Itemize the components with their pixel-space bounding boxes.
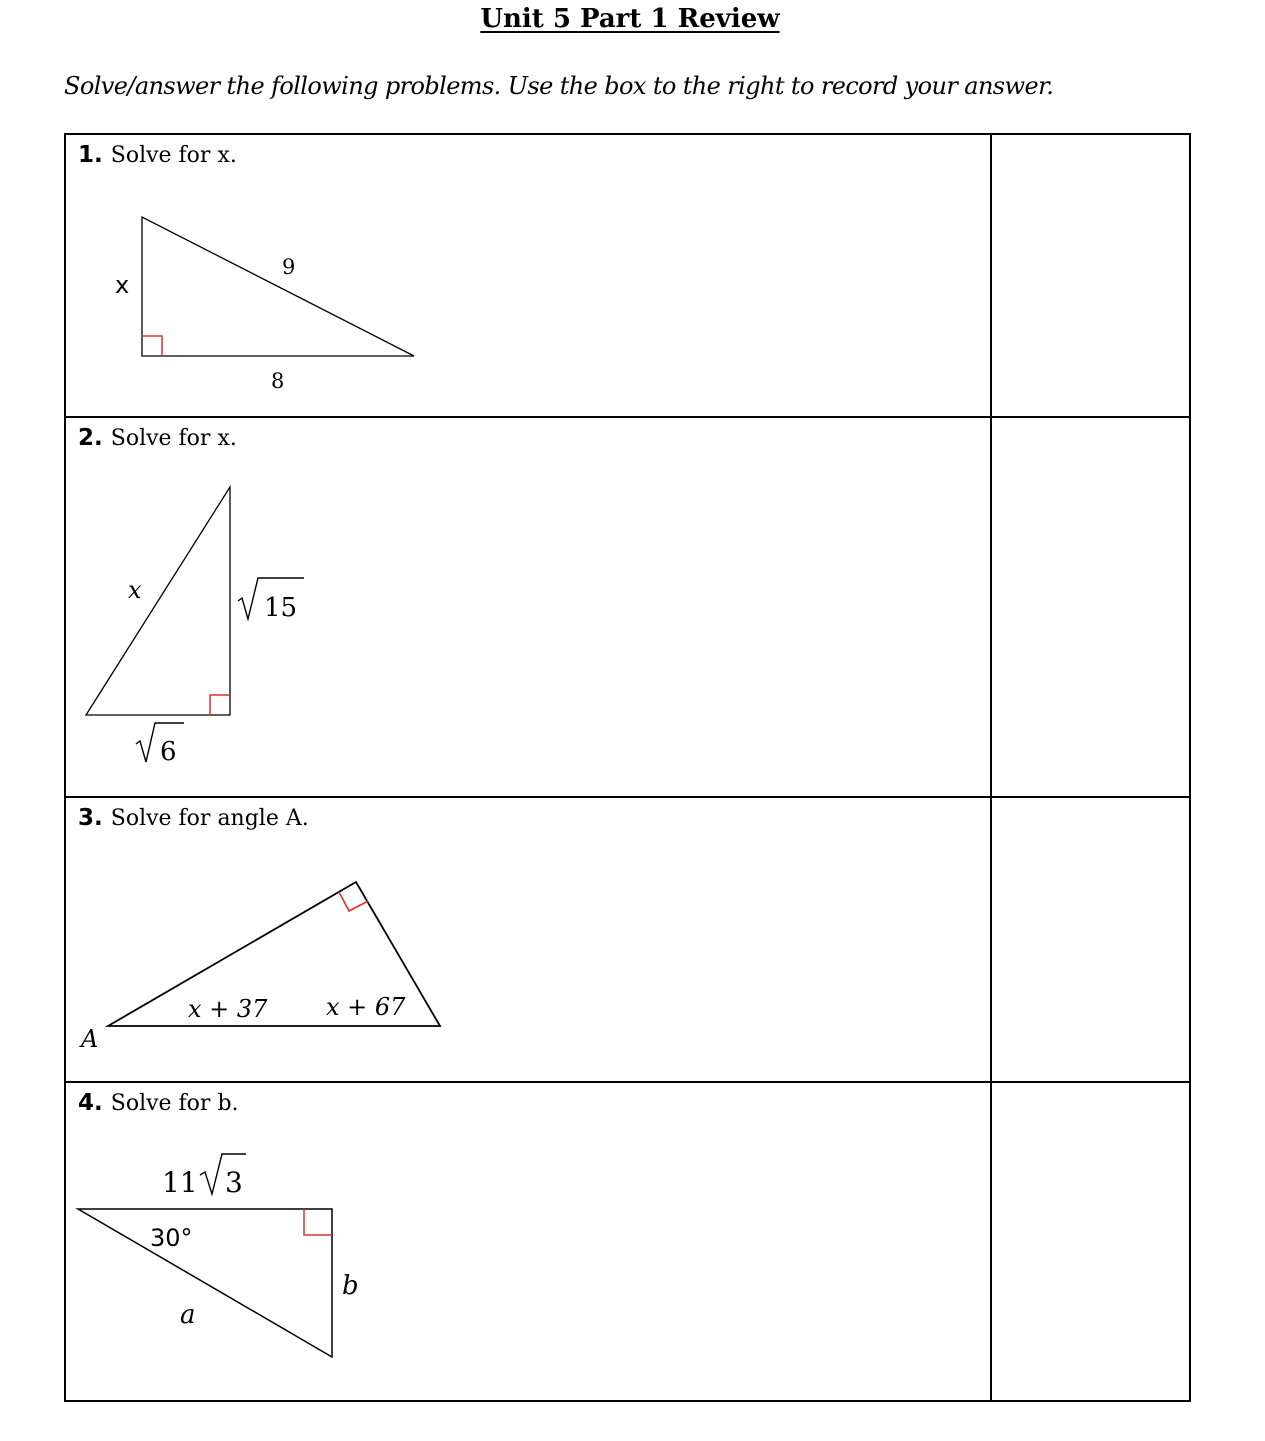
right-angle-marker: [304, 1209, 332, 1235]
problem-table: [64, 133, 1191, 1402]
worksheet-title: Unit 5 Part 1 Review: [480, 4, 780, 34]
radicand-15: 15: [264, 593, 298, 623]
triangle-figure-3: [66, 798, 990, 1081]
triangle-figure-4: [66, 1083, 990, 1400]
side-label-x: x: [128, 576, 142, 604]
answer-box-2[interactable]: [992, 418, 1189, 796]
answer-box-3[interactable]: [992, 798, 1189, 1081]
problem-2: [66, 418, 990, 796]
triangle-figure-2: [66, 418, 990, 796]
problem-prompt: Solve for x.: [110, 426, 237, 451]
side-label-hypotenuse: 9: [282, 255, 296, 279]
angle-label-30: 30°: [150, 1224, 193, 1252]
problem-1: [66, 135, 990, 416]
side-label-a: a: [180, 1300, 196, 1330]
right-angle-marker: [210, 695, 230, 715]
side-label-b: b: [342, 1271, 359, 1301]
angle-expression-left: x + 37: [188, 995, 268, 1023]
side-label-x: x: [115, 271, 130, 299]
problem-number: 1.: [78, 142, 103, 168]
problem-prompt: Solve for angle A.: [110, 806, 309, 831]
problem-3: [66, 798, 990, 1081]
side-label-bottom: 8: [271, 369, 285, 393]
right-angle-marker: [142, 336, 162, 356]
radicand-3: 3: [225, 1166, 243, 1199]
answer-box-1[interactable]: [992, 135, 1189, 416]
problem-number: 3.: [78, 805, 103, 831]
problem-number: 4.: [78, 1090, 103, 1116]
problem-number: 2.: [78, 425, 103, 451]
instructions: Solve/answer the following problems. Use the box to the right to record your answer.: [64, 72, 1054, 100]
coefficient-11: 11: [162, 1166, 198, 1199]
radicand-6: 6: [160, 737, 177, 767]
triangle-figure-1: [66, 135, 990, 416]
angle-expression-right: x + 67: [326, 993, 406, 1021]
problem-4: [66, 1083, 990, 1400]
vertex-label-a: A: [81, 1025, 99, 1053]
problem-prompt: Solve for b.: [110, 1091, 239, 1116]
problem-prompt: Solve for x.: [110, 143, 237, 168]
answer-box-4[interactable]: [992, 1083, 1189, 1400]
